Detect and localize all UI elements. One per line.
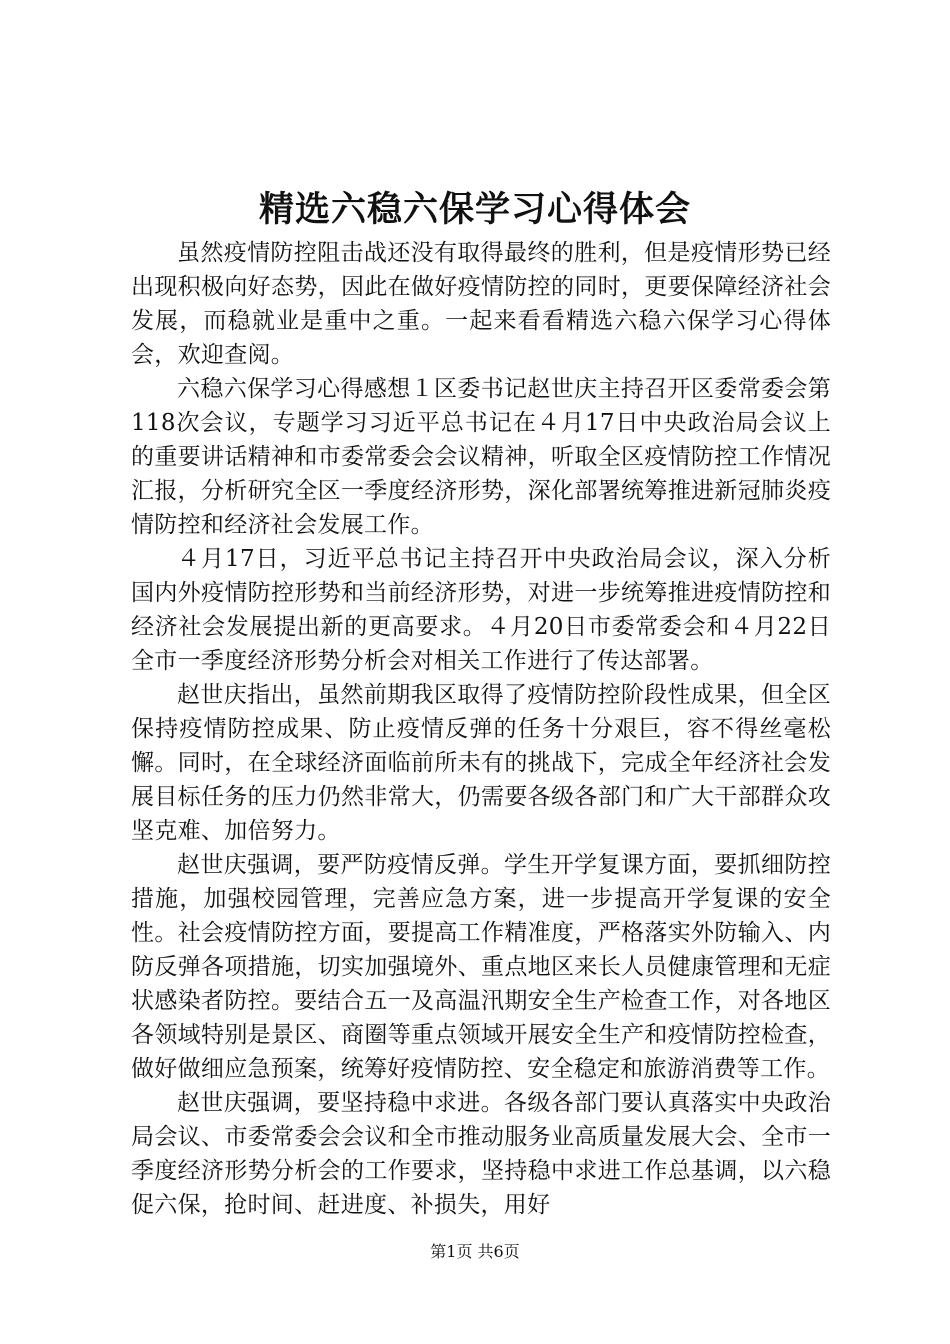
paragraph-april-17: ４月17日，习近平总书记主持召开中央政治局会议，深入分析国内外疫情防控形势和当前经济形势，对进一步统筹推进疫情防控和经济社会发展提出新的更高要求。４月20日市委常委会和４月22日全市一季度经济形势分析会对相关工作进行了传达部署。 [131,546,831,674]
paragraph-meeting: 六稳六保学习心得感想１区委书记赵世庆主持召开区委常委会第118次会议，专题学习习近平总书记在４月17日中央政治局会议上的重要讲话精神和市委常委会会议精神，听取全区疫情防控工作情况汇报，分析研究全区一季度经济形势，深化部署统筹推进新冠肺炎疫情防控和经济社会发展工作。 [131,376,831,538]
document-body [131,236,831,1222]
paragraph-intro: 虽然疫情防控阻击战还没有取得最终的胜利，但是疫情形势已经出现积极向好态势，因此在做好疫情防控的同时，更要保障经济社会发展，而稳就业是重中之重。一起来看看精选六稳六保学习心得体会，欢迎查阅。 [131,240,831,368]
paragraph-steady-progress: 赵世庆强调，要坚持稳中求进。各级各部门要认真落实中央政治局会议、市委常委会会议和全市推动服务业高质量发展大会、全市一季度经济形势分析会的工作要求，坚持稳中求进工作总基调，以六稳促六保，抢时间、赶进度、补损失，用好 [131,1090,831,1218]
paragraph-prevent-rebound: 赵世庆强调，要严防疫情反弹。学生开学复课方面，要抓细防控措施，加强校园管理，完善应急方案，进一步提高开学复课的安全性。社会疫情防控方面，要提高工作精准度，严格落实外防输入、内防反弹各项措施，切实加强境外、重点地区来长人员健康管理和无症状感染者防控。要结合五一及高温汛期安全生产检查工作，对各地区各领域特别是景区、商圈等重点领域开展安全生产和疫情防控检查，做好做细应急预案，统筹好疫情防控、安全稳定和旅游消费等工作。 [131,852,831,1082]
page-number-footer: 第1页 共6页 [430,1242,520,1261]
paragraph-achievements: 赵世庆指出，虽然前期我区取得了疫情防控阶段性成果，但全区保持疫情防控成果、防止疫情反弹的任务十分艰巨，容不得丝毫松懈。同时，在全球经济面临前所未有的挑战下，完成全年经济社会发展目标任务的压力仍然非常大，仍需要各级各部门和广大干部群众攻坚克难、加倍努力。 [131,682,831,844]
document-title: 精选六稳六保学习心得体会 [258,189,691,230]
